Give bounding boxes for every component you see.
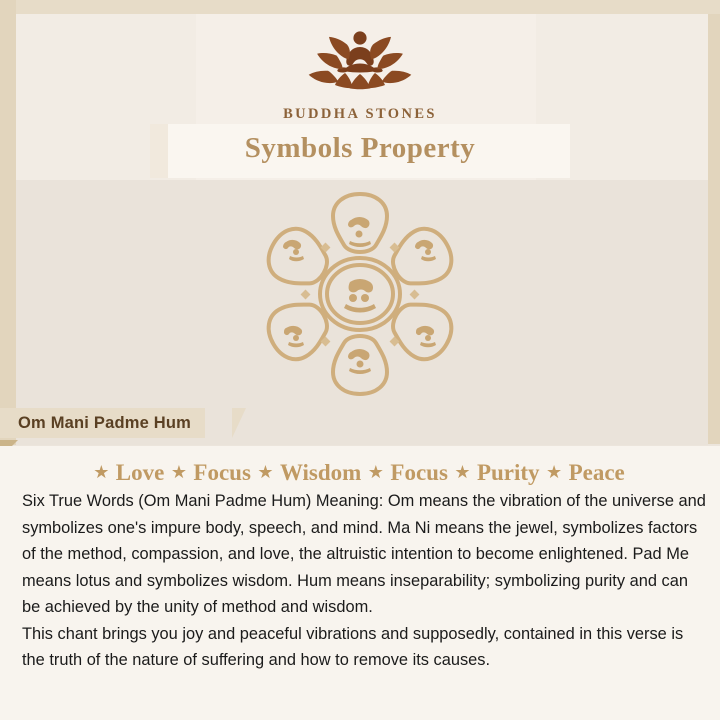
mandala-graphic <box>232 186 488 402</box>
keyword-peace: Peace <box>568 460 625 485</box>
mantra-tag-label: Om Mani Padme Hum <box>18 413 192 432</box>
mantra-tag-notch <box>232 408 246 438</box>
body-text <box>22 488 706 674</box>
page-title: Symbols Property <box>244 132 476 164</box>
keyword-focus-2: Focus <box>390 460 448 485</box>
star-icon: ★ <box>93 462 110 482</box>
star-icon: ★ <box>454 462 471 482</box>
paragraph-chant: This chant brings you joy and peaceful vibrations and supposedly, contained in this verse is the truth of the nature of suffering and how to remove its causes. <box>22 624 684 669</box>
mantra-tag <box>0 408 205 438</box>
keyword-wisdom: Wisdom <box>279 460 362 485</box>
brand-name: BUDDHA STONES <box>283 106 437 122</box>
om-mani-padme-hum-mandala-icon <box>232 186 488 402</box>
star-icon: ★ <box>546 462 563 482</box>
star-icon: ★ <box>170 462 187 482</box>
lotus-meditation-icon <box>285 22 435 100</box>
keyword-row <box>0 460 720 486</box>
brand-logo-block <box>0 22 720 123</box>
paragraph-meaning: Six True Words (Om Mani Padme Hum) Meaning: Om means the vibration of the universe and symbolizes one's impure body, speech, and mind. Ma Ni means the jewel, symbolizes factors of the method, compassion, and love, the altruistic intention to become enlightened. Pad Me means lotus and symbolizes wisdom. Hum means inseparability; symbolizing purity and can be achieved by the unity of method and wisdom. <box>22 492 706 616</box>
star-icon: ★ <box>257 462 274 482</box>
keyword-focus-1: Focus <box>193 460 251 485</box>
keyword-purity: Purity <box>476 460 540 485</box>
frame-top-border <box>0 0 720 14</box>
star-icon: ★ <box>367 462 384 482</box>
keyword-love: Love <box>115 460 165 485</box>
